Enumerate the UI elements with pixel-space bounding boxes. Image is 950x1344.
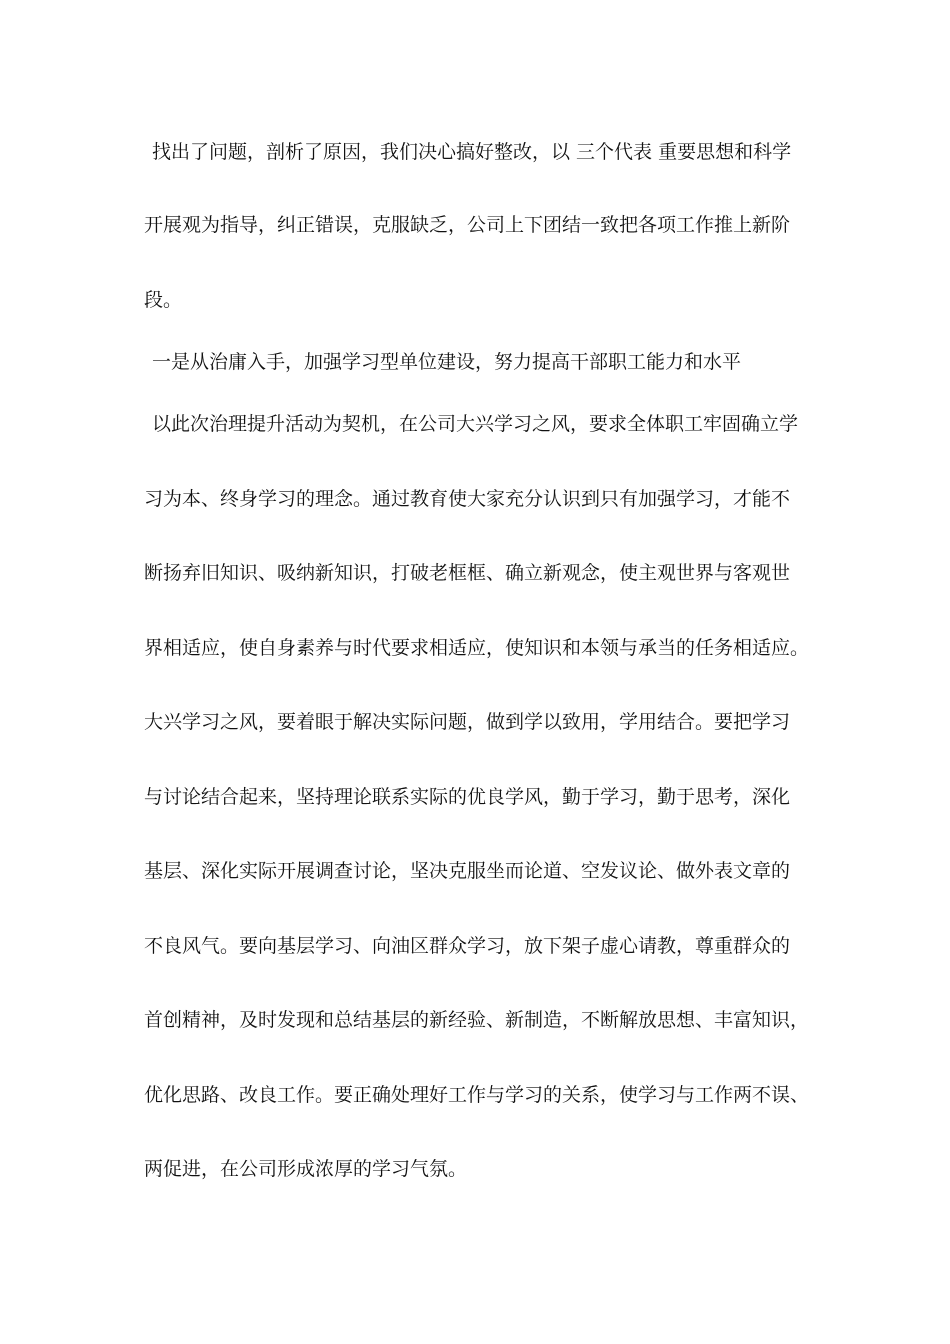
paragraph-2-line-1: 以此次治理提升活动为契机，在公司大兴学习之风，要求全体职工牢固确立学 bbox=[152, 413, 799, 435]
paragraph-2-line-8: 不良风气。要向基层学习、向油区群众学习，放下架子虚心请教，尊重群众的 bbox=[144, 935, 791, 957]
paragraph-2-line-3: 断扬弃旧知识、吸纳新知识，打破老框框、确立新观念，使主观世界与客观世 bbox=[144, 562, 791, 584]
paragraph-2-line-11: 两促进，在公司形成浓厚的学习气氛。 bbox=[144, 1158, 468, 1180]
paragraph-2-line-2: 习为本、终身学习的理念。通过教育使大家充分认识到只有加强学习，才能不 bbox=[144, 488, 791, 510]
paragraph-1-line-2: 开展观为指导，纠正错误，克服缺乏，公司上下团结一致把各项工作推上新阶 bbox=[144, 214, 791, 236]
paragraph-2-line-4: 界相适应，使自身素养与时代要求相适应，使知识和本领与承当的任务相适应。 bbox=[144, 637, 810, 659]
paragraph-2-line-6: 与讨论结合起来，坚持理论联系实际的优良学风，勤于学习，勤于思考，深化 bbox=[144, 786, 791, 808]
paragraph-1-line-3: 段。 bbox=[144, 289, 183, 311]
paragraph-1-line-1: 找出了问题，剖析了原因，我们决心搞好整改，以 三个代表 重要思想和科学 bbox=[152, 141, 792, 163]
paragraph-2-line-5: 大兴学习之风，要着眼于解决实际问题，做到学以致用，学用结合。要把学习 bbox=[144, 711, 791, 733]
paragraph-2-line-7: 基层、深化实际开展调查讨论，坚决克服坐而论道、空发议论、做外表文章的 bbox=[144, 860, 791, 882]
paragraph-2-line-9: 首创精神，及时发现和总结基层的新经验、新制造，不断解放思想、丰富知识， bbox=[144, 1009, 810, 1031]
paragraph-2-line-10: 优化思路、改良工作。要正确处理好工作与学习的关系，使学习与工作两不误、 bbox=[144, 1084, 810, 1106]
section-heading: 一是从治庸入手，加强学习型单位建设，努力提高干部职工能力和水平 bbox=[152, 351, 742, 373]
